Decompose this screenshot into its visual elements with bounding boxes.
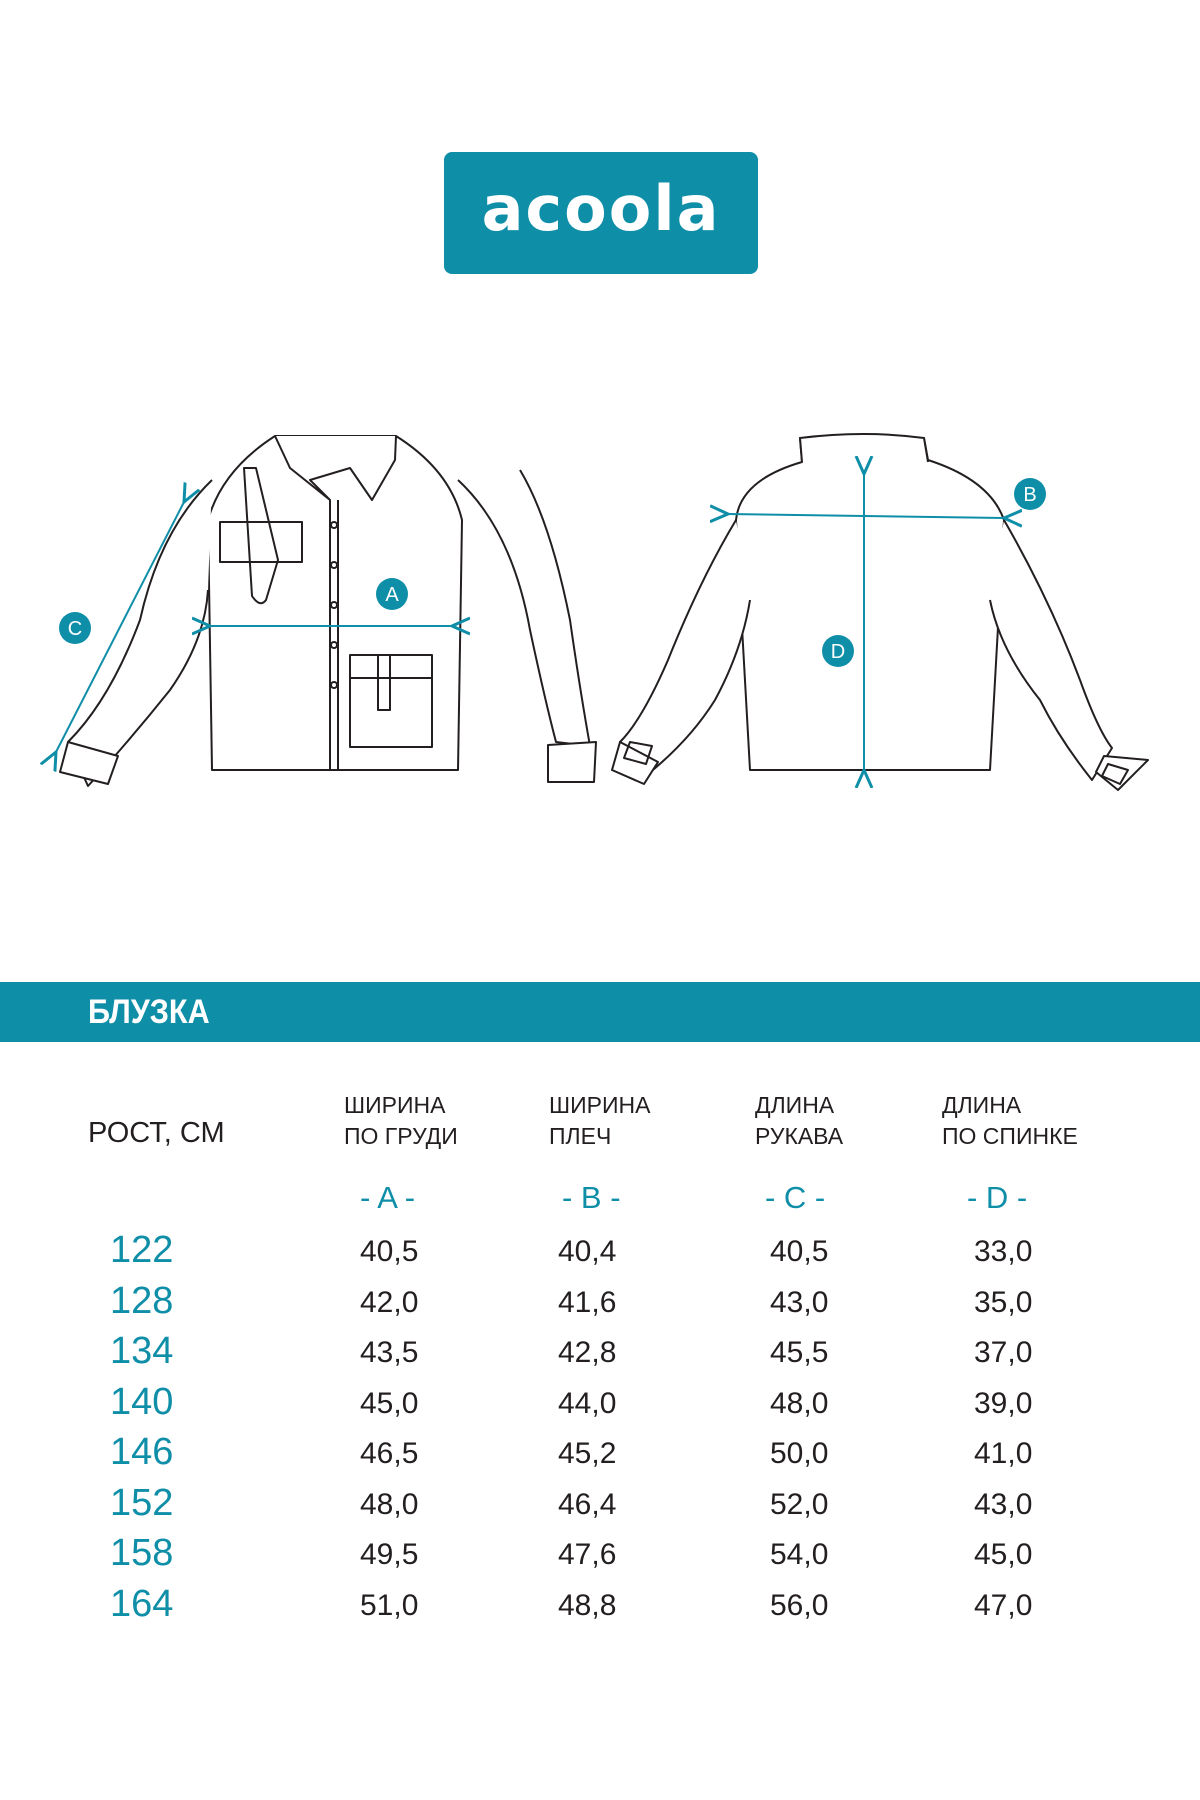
size-value: 152 bbox=[110, 1482, 174, 1524]
column-letter-d: - D - bbox=[967, 1180, 1028, 1215]
brand-logo bbox=[444, 152, 758, 274]
size-value: 158 bbox=[110, 1532, 174, 1574]
cell-shoulders: 45,2 bbox=[558, 1437, 617, 1470]
cell-shoulders: 47,6 bbox=[558, 1538, 617, 1571]
svg-text:C: C bbox=[67, 618, 83, 640]
column-header-back-line1: ДЛИНА bbox=[942, 1092, 1022, 1118]
cell-sleeve: 56,0 bbox=[770, 1589, 829, 1622]
cell-chest: 43,5 bbox=[360, 1336, 419, 1369]
cell-chest: 46,5 bbox=[360, 1437, 419, 1470]
size-value: 134 bbox=[110, 1330, 174, 1372]
label-a-badge bbox=[376, 578, 408, 610]
column-letter-b: - B - bbox=[562, 1180, 621, 1215]
size-value: 140 bbox=[110, 1381, 174, 1423]
column-header-chest-line1: ШИРИНА bbox=[344, 1092, 446, 1118]
cell-shoulders: 48,8 bbox=[558, 1589, 617, 1622]
table-title-band bbox=[0, 982, 1200, 1042]
cell-shoulders: 42,8 bbox=[558, 1336, 617, 1369]
svg-text:D: D bbox=[830, 641, 846, 663]
cell-sleeve: 43,0 bbox=[770, 1286, 829, 1319]
height-header: РОСТ, СМ bbox=[88, 1117, 225, 1149]
column-letter-a: - A - bbox=[360, 1180, 416, 1215]
size-value: 146 bbox=[110, 1431, 174, 1473]
column-header-back bbox=[942, 1090, 1078, 1152]
size-value: 122 bbox=[110, 1229, 174, 1271]
cell-chest: 40,5 bbox=[360, 1235, 419, 1268]
cell-back: 47,0 bbox=[974, 1589, 1033, 1622]
cell-shoulders: 40,4 bbox=[558, 1235, 617, 1268]
label-c-badge bbox=[59, 612, 91, 644]
column-header-chest-line2: ПО ГРУДИ bbox=[344, 1123, 458, 1149]
cell-sleeve: 48,0 bbox=[770, 1387, 829, 1420]
column-header-sleeve-line1: ДЛИНА bbox=[755, 1092, 835, 1118]
cell-sleeve: 40,5 bbox=[770, 1235, 829, 1268]
column-header-chest bbox=[344, 1090, 458, 1152]
cell-back: 45,0 bbox=[974, 1538, 1033, 1571]
column-letter-c: - C - bbox=[765, 1180, 826, 1215]
table-title: БЛУЗКА bbox=[88, 993, 210, 1031]
cell-chest: 42,0 bbox=[360, 1286, 419, 1319]
cell-chest: 48,0 bbox=[360, 1488, 419, 1521]
front-view bbox=[60, 436, 596, 786]
cell-shoulders: 44,0 bbox=[558, 1387, 617, 1420]
cell-sleeve: 50,0 bbox=[770, 1437, 829, 1470]
label-b-badge bbox=[1014, 478, 1046, 510]
size-value: 164 bbox=[110, 1583, 174, 1625]
label-d-badge bbox=[822, 635, 854, 667]
column-header-shoulders-line2: ПЛЕЧ bbox=[549, 1123, 612, 1149]
column-header-sleeve-line2: РУКАВА bbox=[755, 1123, 844, 1149]
cell-chest: 51,0 bbox=[360, 1589, 419, 1622]
svg-text:A: A bbox=[385, 584, 399, 606]
logo-wordmark: acoola bbox=[481, 172, 721, 245]
cell-chest: 49,5 bbox=[360, 1538, 419, 1571]
cell-sleeve: 52,0 bbox=[770, 1488, 829, 1521]
cell-back: 39,0 bbox=[974, 1387, 1033, 1420]
cell-back: 35,0 bbox=[974, 1286, 1033, 1319]
garment-drawings bbox=[0, 400, 1200, 820]
cell-shoulders: 41,6 bbox=[558, 1286, 617, 1319]
column-header-back-line2: ПО СПИНКЕ bbox=[942, 1123, 1078, 1149]
cell-sleeve: 45,5 bbox=[770, 1336, 829, 1369]
svg-text:B: B bbox=[1023, 484, 1037, 506]
cell-back: 33,0 bbox=[974, 1235, 1033, 1268]
cell-sleeve: 54,0 bbox=[770, 1538, 829, 1571]
cell-back: 43,0 bbox=[974, 1488, 1033, 1521]
column-header-shoulders-line1: ШИРИНА bbox=[549, 1092, 651, 1118]
cell-back: 41,0 bbox=[974, 1437, 1033, 1470]
column-header-sleeve bbox=[755, 1090, 843, 1152]
cell-back: 37,0 bbox=[974, 1336, 1033, 1369]
column-header-shoulders bbox=[549, 1090, 650, 1152]
cell-chest: 45,0 bbox=[360, 1387, 419, 1420]
cell-shoulders: 46,4 bbox=[558, 1488, 617, 1521]
size-value: 128 bbox=[110, 1280, 174, 1322]
back-view bbox=[612, 434, 1148, 790]
